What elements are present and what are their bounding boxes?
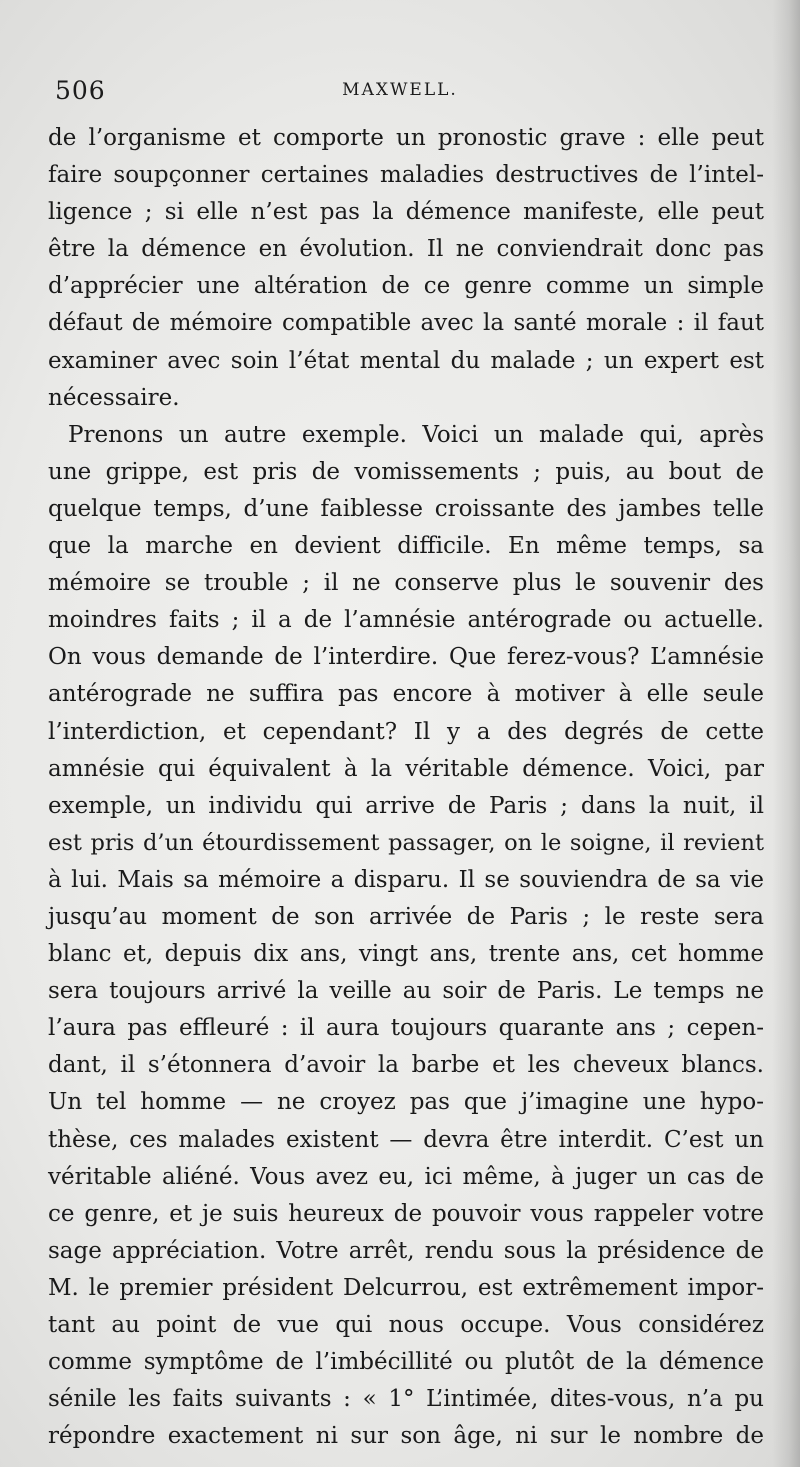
text-line: jusqu’au moment de son arrivée de Paris ; le reste sera: [48, 903, 764, 930]
text-line: sénile les faits suivants : « 1° L’intimée, dites-vous, n’a pu: [48, 1386, 764, 1413]
text-line: répondre exactement ni sur son âge, ni sur le nombre de: [48, 1423, 764, 1450]
text-line: moindres faits ; il a de l’amnésie antérograde ou actuelle.: [48, 607, 764, 634]
text-line: faire soupçonner certaines maladies destructives de l’intel-: [48, 162, 764, 189]
text-line: sage appréciation. Votre arrêt, rendu sous la présidence de: [48, 1237, 764, 1264]
text-line: à lui. Mais sa mémoire a disparu. Il se souviendra de sa vie: [48, 866, 764, 893]
page-number: 506: [55, 76, 106, 105]
running-head: MAXWELL.: [342, 80, 458, 100]
text-line: est pris d’un étourdissement passager, on le soigne, il revient: [48, 829, 764, 856]
text-line: exemple, un individu qui arrive de Paris ; dans la nuit, il: [48, 792, 764, 819]
text-line: d’apprécier une altération de ce genre comme un simple: [48, 273, 764, 300]
text-line: l’aura pas effleuré : il aura toujours quarante ans ; cepen-: [48, 1015, 764, 1042]
text-line: amnésie qui équivalent à la véritable démence. Voici, par: [48, 755, 764, 782]
text-line: ce genre, et je suis heureux de pouvoir vous rappeler votre: [48, 1200, 764, 1227]
paragraph-end-line: nécessaire.: [48, 384, 180, 411]
text-line: examiner avec soin l’état mental du malade ; un expert est: [48, 347, 764, 374]
paragraph-start-line: Prenons un autre exemple. Voici un malade qui, après: [68, 421, 764, 448]
text-line: quelque temps, d’une faiblesse croissante des jambes telle: [48, 495, 764, 522]
text-line: tant au point de vue qui nous occupe. Vous considérez: [48, 1312, 764, 1338]
page-header: [0, 74, 800, 114]
page-edge-shadow: [772, 0, 800, 1467]
text-line: dant, il s’étonnera d’avoir la barbe et les cheveux blancs.: [48, 1052, 764, 1079]
text-line: une grippe, est pris de vomissements ; puis, au bout de: [48, 458, 764, 485]
text-line: M. le premier président Delcurrou, est extrêmement impor-: [48, 1274, 764, 1301]
body-text: [48, 120, 764, 1455]
text-line: antérograde ne suffira pas encore à motiver à elle seule: [48, 681, 764, 708]
text-line: être la démence en évolution. Il ne conviendrait donc pas: [48, 236, 764, 263]
text-line: que la marche en devient difficile. En même temps, sa: [48, 533, 764, 560]
text-line: sera toujours arrivé la veille au soir de Paris. Le temps ne: [48, 978, 764, 1005]
text-line: Un tel homme — ne croyez pas que j’imagine une hypo-: [48, 1089, 764, 1116]
text-line: ligence ; si elle n’est pas la démence manifeste, elle peut: [48, 199, 764, 226]
text-line: mémoire se trouble ; il ne conserve plus le souvenir des: [48, 570, 764, 597]
text-line: blanc et, depuis dix ans, vingt ans, trente ans, cet homme: [48, 941, 764, 968]
text-line: de l’organisme et comporte un pronostic grave : elle peut: [48, 125, 764, 151]
text-line: On vous demande de l’interdire. Que ferez-vous? L’amnésie: [48, 644, 764, 671]
text-line: véritable aliéné. Vous avez eu, ici même, à juger un cas de: [48, 1163, 764, 1190]
text-line: défaut de mémoire compatible avec la santé morale : il faut: [48, 310, 764, 337]
text-line: thèse, ces malades existent — devra être interdit. C’est un: [48, 1126, 764, 1153]
text-line: l’interdiction, et cependant? Il y a des degrés de cette: [48, 718, 764, 745]
text-line: comme symptôme de l’imbécillité ou plutôt de la démence: [48, 1349, 764, 1376]
